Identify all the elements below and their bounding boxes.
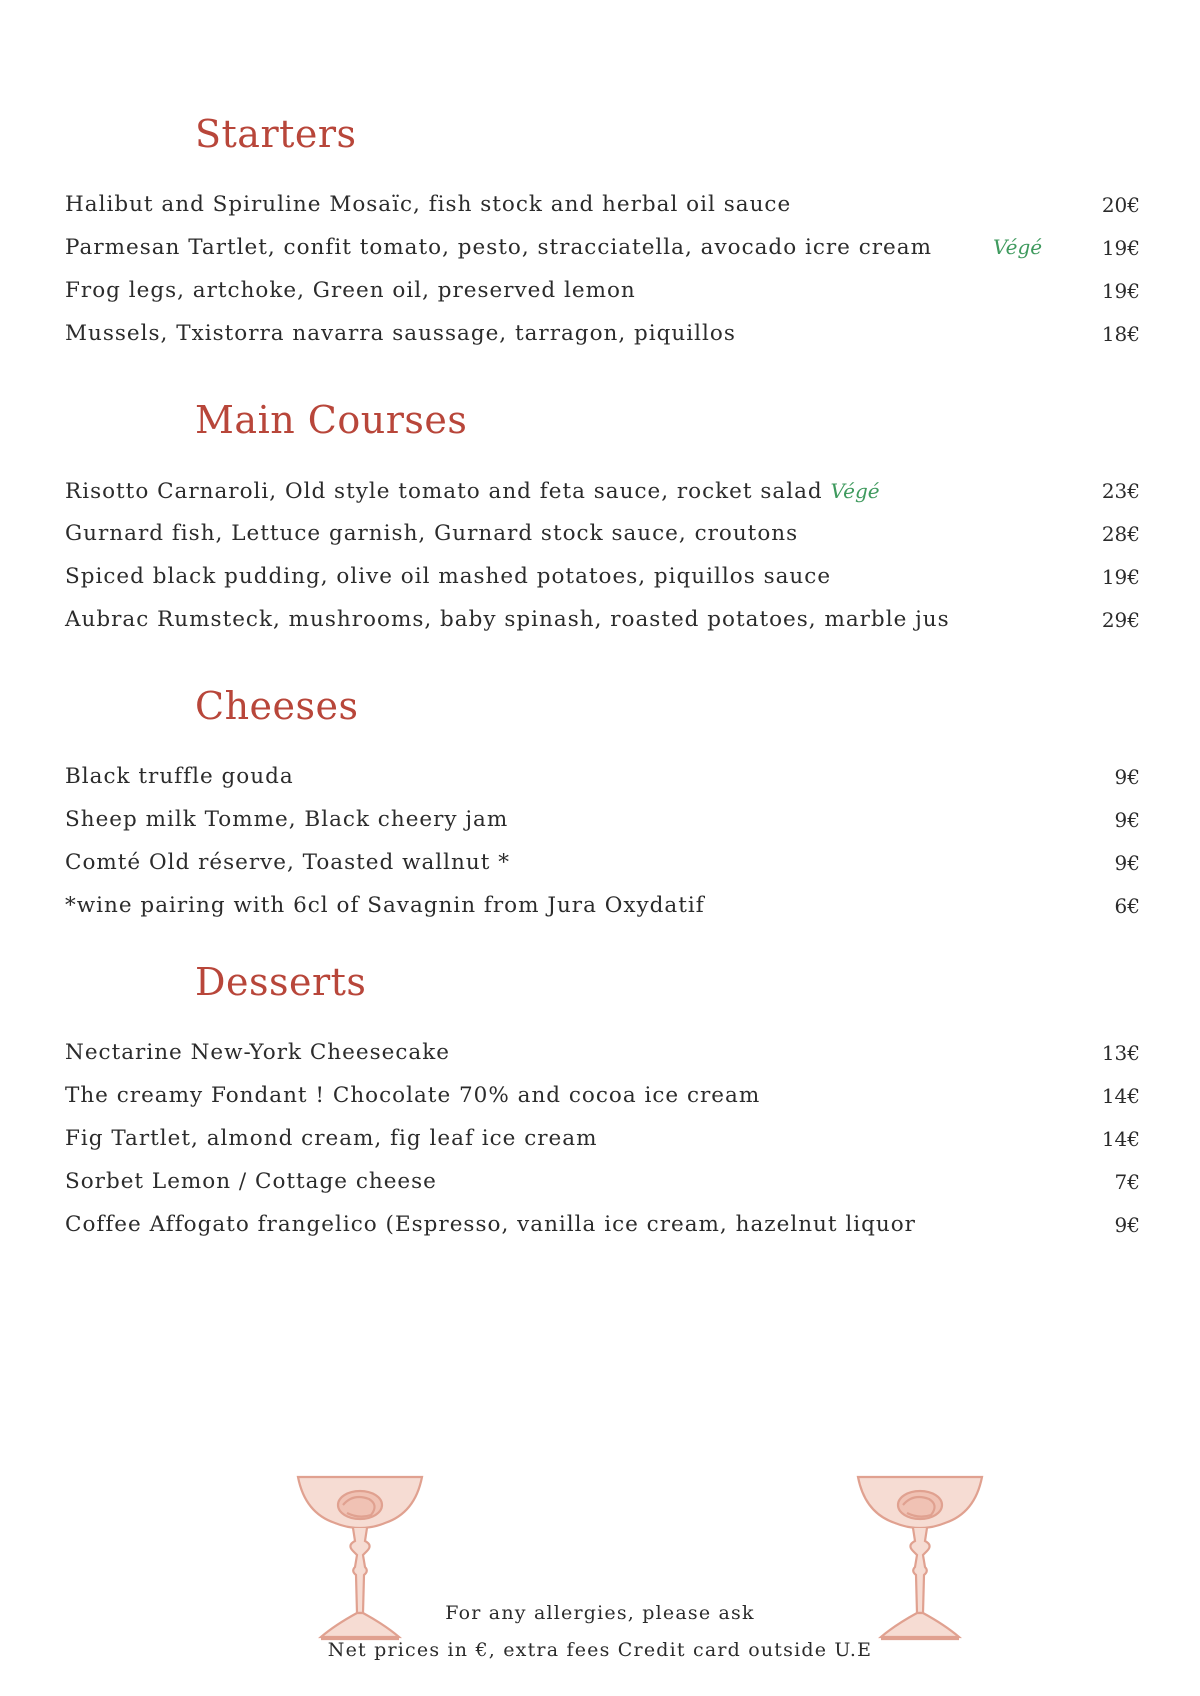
dish-price: 9€: [1114, 808, 1140, 832]
dish-price: 20€: [1101, 193, 1140, 217]
section-title: Main Courses: [195, 398, 468, 442]
menu-item: [65, 848, 1140, 891]
dish-price: 19€: [1101, 236, 1140, 260]
dish-price: 19€: [1101, 279, 1140, 303]
vegetarian-badge: Végé: [993, 235, 1043, 259]
menu-item: [65, 891, 1140, 934]
dish-name: Gurnard fish, Lettuce garnish, Gurnard stock sauce, croutons: [65, 521, 799, 546]
dish-price: 9€: [1114, 765, 1140, 789]
menu-list: [65, 762, 1140, 934]
dish-price: 13€: [1101, 1041, 1140, 1065]
dish-price: 7€: [1114, 1170, 1140, 1194]
dish-name: [65, 476, 880, 507]
menu-item: [65, 605, 1140, 648]
menu-item: [65, 319, 1140, 362]
dish-price: 23€: [1101, 479, 1140, 503]
section-title: Cheeses: [195, 684, 359, 728]
price-note: Net prices in €, extra fees Credit card outside U.E: [327, 1639, 873, 1661]
dish-price: 14€: [1101, 1127, 1140, 1151]
dish-price: 29€: [1101, 608, 1140, 632]
dish-price: 28€: [1101, 522, 1140, 546]
menu-item: [65, 1081, 1140, 1124]
menu-item: [65, 1124, 1140, 1167]
dish-name: Aubrac Rumsteck, mushrooms, baby spinash, roasted potatoes, marble jus: [65, 607, 950, 632]
vegetarian-badge: Végé: [830, 479, 880, 503]
menu-item: [65, 562, 1140, 605]
section-title: Starters: [195, 112, 357, 156]
dish-price: 9€: [1114, 1213, 1140, 1237]
dish-name: *wine pairing with 6cl of Savagnin from Jura Oxydatif: [65, 893, 705, 918]
menu-item: [65, 190, 1140, 233]
menu-list: [65, 1038, 1140, 1253]
menu-item: [65, 1167, 1140, 1210]
dish-name: Frog legs, artchoke, Green oil, preserved lemon: [65, 278, 636, 303]
menu-item: [65, 476, 1140, 519]
dish-name: Parmesan Tartlet, confit tomato, pesto, stracciatella, avocado icre cream: [65, 235, 932, 260]
dish-name: Sheep milk Tomme, Black cheery jam: [65, 807, 509, 832]
dish-name: Black truffle gouda: [65, 764, 294, 789]
menu-list: [65, 476, 1140, 648]
dish-name: Coffee Affogato frangelico (Espresso, vanilla ice cream, hazelnut liquor: [65, 1212, 916, 1237]
dish-name: Halibut and Spiruline Mosaïc, fish stock and herbal oil sauce: [65, 192, 792, 217]
dish-name: Nectarine New-York Cheesecake: [65, 1040, 450, 1065]
dish-price: 18€: [1101, 322, 1140, 346]
dish-name: The creamy Fondant ! Chocolate 70% and cocoa ice cream: [65, 1083, 761, 1108]
menu-item: [65, 519, 1140, 562]
dish-name-text: Risotto Carnaroli, Old style tomato and feta sauce, rocket salad: [65, 479, 823, 504]
dish-price: 6€: [1114, 894, 1140, 918]
menu-item: [65, 762, 1140, 805]
menu-item: [65, 233, 1140, 276]
dish-name: Fig Tartlet, almond cream, fig leaf ice cream: [65, 1126, 598, 1151]
menu-item: [65, 276, 1140, 319]
dish-price: 14€: [1101, 1084, 1140, 1108]
allergy-note: For any allergies, please ask: [445, 1602, 755, 1624]
menu-list: [65, 190, 1140, 362]
dish-name: Sorbet Lemon / Cottage cheese: [65, 1169, 437, 1194]
dish-price: 19€: [1101, 565, 1140, 589]
dish-name: Mussels, Txistorra navarra saussage, tarragon, piquillos: [65, 321, 736, 346]
section-title: Desserts: [195, 960, 367, 1004]
menu-item: [65, 1038, 1140, 1081]
dish-price: 9€: [1114, 851, 1140, 875]
dish-name: Spiced black pudding, olive oil mashed potatoes, piquillos sauce: [65, 564, 832, 589]
dish-name: Comté Old réserve, Toasted wallnut *: [65, 850, 510, 875]
menu-item: [65, 1210, 1140, 1253]
menu-item: [65, 805, 1140, 848]
